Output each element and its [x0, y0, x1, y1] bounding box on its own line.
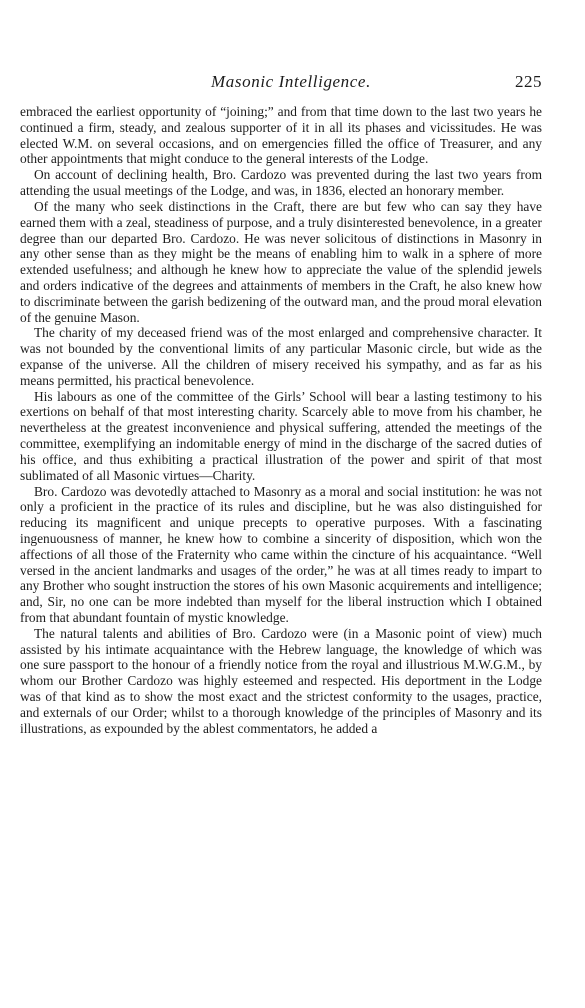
paragraph: On account of declining health, Bro. Cardozo was prevented during the last two years from attending the usual meetings of the Lodge, and was, in 1836, elected an honorary member. [20, 167, 542, 199]
paragraph-continued: embraced the earliest opportunity of “joining;” and from that time down to the last two years he continued a firm, steady, and zealous supporter of it in all its phases and vicissitudes. He was elected W.M. on several occasions, and on emergencies filled the office of Treasurer, and any other appointments that might conduce to the general interests of the Lodge. [20, 104, 542, 167]
body-text [20, 104, 542, 737]
running-head [20, 72, 542, 100]
paragraph: The natural talents and abilities of Bro. Cardozo were (in a Masonic point of view) much assisted by his intimate acquaintance with the Hebrew language, the knowledge of which was one sure passport to the honour of a friendly notice from the royal and illustrious M.W.G.M., by whom our Brother Cardozo was highly esteemed and respected. His deportment in the Lodge was of that kind as to show the most exact and the strictest conformity to the usages, practice, and externals of our Order; whilst to a thorough knowledge of the principles of Masonry and its illustrations, as expounded by the ablest commentators, he added a [20, 625, 542, 736]
running-title: Masonic Intelligence. [211, 72, 371, 91]
paragraph: The charity of my deceased friend was of the most enlarged and comprehensive character. It was not bounded by the conventional limits of any particular Masonic circle, but wide as the expanse of the universe. All the children of misery received his sympathy, and as far as his means permitted, his practical benevolence. [20, 325, 542, 388]
paragraph: Of the many who seek distinctions in the Craft, there are but few who can say they have earned them with a zeal, steadiness of purpose, and a truly disinterested benevolence, in a greater degree than our departed Bro. Cardozo. He was never solicitous of distinctions in Masonry in any other sense than as they might be the means of enabling him to walk in a sphere of more extended usefulness; and although he knew how to appreciate the value of the splendid jewels and orders indicative of the degrees and attainments of members in the Craft, he also knew how to discriminate between the garish bedizening of the outward man, and the proud moral elevation of the genuine Mason. [20, 198, 542, 325]
page-number: 225 [515, 72, 542, 91]
paragraph: Bro. Cardozo was devotedly attached to Masonry as a moral and social institution: he was not only a proficient in the practice of its rules and discipline, but he was also distinguished for reducing its magnificent and unique precepts to operative purposes. With a fascinating ingenuousness of manner, he knew how to combine a sincerity of disposition, which won the affections of all those of the Fraternity who came within the cincture of his acquaintance. “Well versed in the ancient landmarks and usages of the order,” he was at all times ready to impart to any Brother who sought instruction the stores of his own Masonic acquirements and intelligence; and, Sir, no one can be more indebted than myself for the liberal instruction which I obtained from that abundant fountain of mystic knowledge. [20, 483, 542, 625]
book-page [20, 72, 542, 737]
paragraph: His labours as one of the committee of the Girls’ School will bear a lasting testimony to his exertions on behalf of that most interesting charity. Scarcely able to move from his chamber, he nevertheless at the greatest inconvenience and physical suffering, attended the meetings of the committee, exemplifying an indomitable energy of mind in the discharge of the sacred duties of his office, and thus exhibiting a practical illustration of the power and spirit of that most sublimated of all Masonic virtues—Charity. [20, 388, 542, 483]
